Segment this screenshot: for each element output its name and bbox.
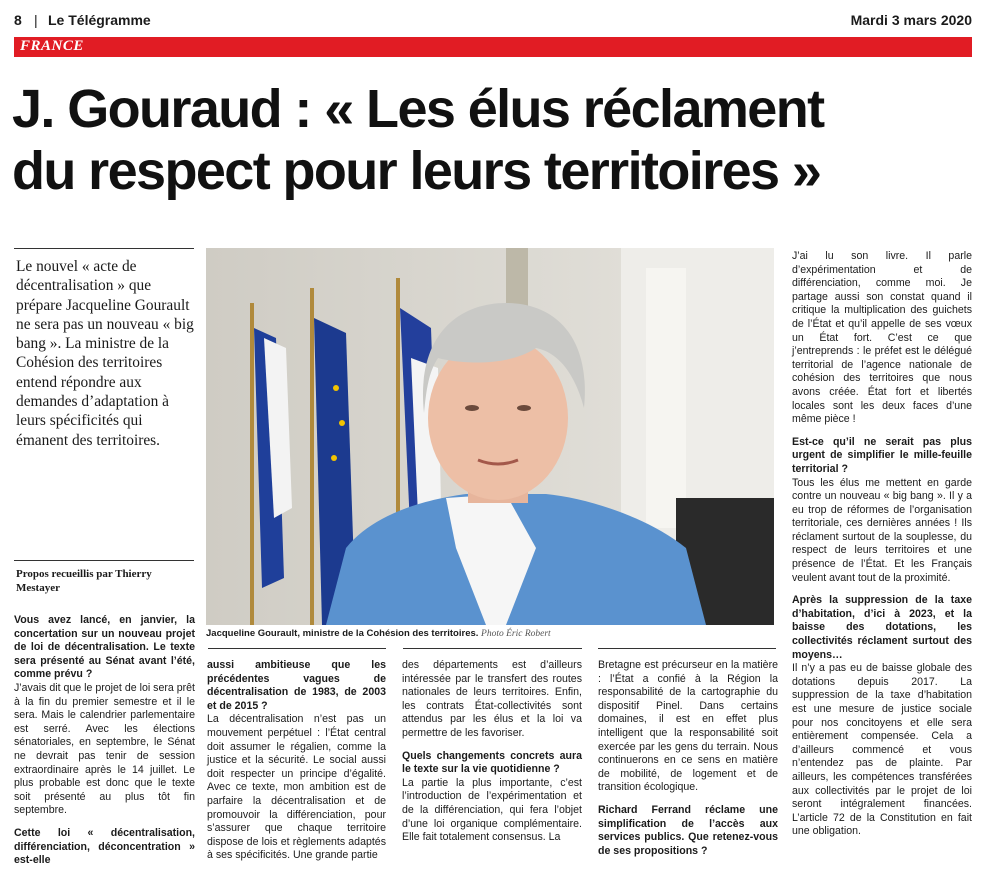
article-column-3 bbox=[402, 659, 582, 845]
section-label: FRANCE bbox=[20, 38, 84, 54]
masthead-separator: | bbox=[34, 12, 38, 28]
issue-date: Mardi 3 mars 2020 bbox=[850, 12, 972, 28]
column-rule-2 bbox=[208, 648, 386, 649]
newspaper-name: Le Télégramme bbox=[48, 12, 151, 28]
section-bar bbox=[14, 37, 972, 57]
chapo-top-rule bbox=[14, 248, 194, 249]
question-1: Vous avez lancé, en janvier, la concertation sur un nouveau projet de loi de décentralisation. Le texte sera présenté au Sénat avant l’été, comme prévu ? bbox=[14, 614, 195, 681]
question-2-continued: aussi ambitieuse que les précédentes vagues de décentralisation de 1983, de 2003 et de 2015 ? bbox=[207, 659, 386, 712]
question-6: Après la suppression de la taxe d’habitation, d’ici à 2023, et la baisse des dotations, les collectivités réclament surtout des moyens… bbox=[792, 594, 972, 661]
question-3: Quels changements concrets aura le texte sur la vie quotidienne ? bbox=[402, 749, 582, 776]
article-column-2 bbox=[207, 659, 386, 863]
column-rule-3 bbox=[403, 648, 582, 649]
answer-6: Il n’y a pas eu de baisse globale des dotations depuis 2017. La suppression de la taxe d’habitation est une mesure de justice sociale pour nos concitoyens et elle sera entièrement compensée. Cela a d’ailleurs commencé et vous n’entendez pas de plainte. Par ailleurs, les compétences transférées aux collectivités par le projet de loi seront intégralement financées. L’article 72 de la Constitution en fait une obligation. bbox=[792, 662, 972, 838]
answer-5: Tous les élus me mettent en garde contre un nouveau « big bang ». Il y a eu trop de réformes de l’organisation territoriale, ces dernières années ! Ils réclament surtout de la souplesse, du respect de leurs territoires et une présence de l’État. Et les Français veulent avant tout de la proximité. bbox=[792, 476, 972, 584]
photo-credit: Photo Éric Robert bbox=[481, 629, 551, 639]
photo-caption bbox=[206, 628, 774, 640]
article-column-5 bbox=[792, 250, 972, 839]
article-photo bbox=[206, 248, 774, 625]
article-column-1 bbox=[14, 614, 195, 868]
answer-2: La décentralisation n’est pas un mouvement perpétuel : l’État central doit assumer le régalien, comme la justice et la sécurité. Le social aussi doit respecter un principe d’égalité. Avec ce texte, mon ambition est de parfaire la décentralisation et de promouvoir la différenciation, pour s’assurer que chaque territoire dispose de lois et règlements adaptés à ses spécificités. Une grande partie bbox=[207, 713, 386, 862]
answer-3: La partie la plus importante, c’est l’introduction de l’expérimentation et de la différenciation, qui fera l’objet d’une loi organique complémentaire. Elle fait totalement consensus. La bbox=[402, 776, 582, 844]
caption-text: Jacqueline Gourault, ministre de la Cohésion des territoires. bbox=[206, 628, 479, 639]
question-4: Richard Ferrand réclame une simplification de l’accès aux services publics. Que retenez-vous de ses propositions ? bbox=[598, 803, 778, 857]
byline-rule bbox=[14, 560, 194, 561]
question-2: Cette loi « décentralisation, différenciation, déconcentration » est-elle bbox=[14, 826, 195, 867]
headline-line-2: du respect pour leurs territoires » bbox=[12, 141, 821, 201]
portrait-illustration bbox=[206, 248, 774, 625]
column-rule-4 bbox=[598, 648, 776, 649]
question-5: Est-ce qu’il ne serait pas plus urgent de simplifier le mille-feuille territorial ? bbox=[792, 435, 972, 475]
article-column-4 bbox=[598, 659, 778, 858]
answer-4: J’ai lu son livre. Il parle d’expérimentation et de différenciation, comme moi. Je partage aussi son constat quand il critique la multiplication des guichets de l’État et qu’il appelle de ses vœux un État fort. C’est ce que j’entreprends : le préfet est le délégué territorial de l’agence nationale de cohésion des territoires que nous avons créée. État fort et libertés locales sont les deux faces d’une même pièce ! bbox=[792, 250, 972, 426]
masthead bbox=[14, 12, 972, 34]
lead-paragraph bbox=[16, 257, 196, 450]
headline bbox=[12, 78, 978, 202]
answer-3-continued: Bretagne est précurseur en la matière : l’État a confié à la Région la responsabilité de la cartographie du dispositif Pinel. Dans certains domaines, il est en effet plus intelligent que la responsabilité soit exercée par les gens du terrain. Nous continuerons en ce sens en matière de mobilité, de logement et de transition écologique. bbox=[598, 659, 778, 794]
answer-2-continued: des départements est d’ailleurs intéressée par le transfert des routes nationales de leurs territoires. Enfin, les contrats État-collectivités sont attendus par les élus et la loi va permettre de les favoriser. bbox=[402, 659, 582, 739]
page-number: 8 bbox=[14, 12, 22, 28]
headline-line-1: J. Gouraud : « Les élus réclament bbox=[12, 79, 824, 139]
answer-1: J’avais dit que le projet de loi sera prêt à la fin du premier semestre et il le sera. Mais le calendrier parlementaire est serré. Avec les élections sénatoriales, en septembre, le Sénat ne devrait pas tenir de session extraordinaire après le 14 juillet. Le plus probable est donc que le texte soit présenté au plus tôt fin septembre. bbox=[14, 681, 195, 817]
lead-text: Le nouvel « acte de décentralisation » que prépare Jacqueline Gourault ne sera pas un nouveau « big bang ». La ministre de la Cohésion des territoires entend répondre aux demandes d’adaptation à leurs spécificités qui émanent des territoires. bbox=[16, 258, 194, 449]
byline: Propos recueillis par Thierry Mestayer bbox=[16, 568, 152, 594]
